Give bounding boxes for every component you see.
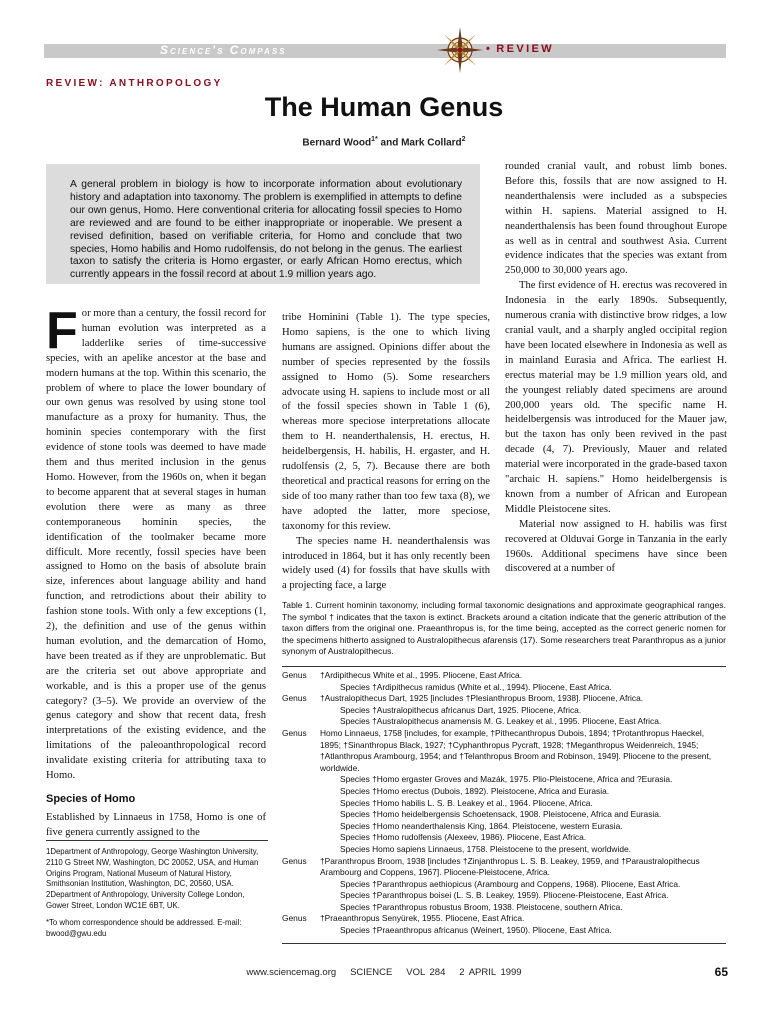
taxon-entry: Species †Paranthropus boisei (L. S. B. Leakey, 1959). Pliocene-Pleistocene, East Africa. [340,890,669,901]
review-label: REVIEW [496,43,555,55]
taxon-rank-label [282,890,320,902]
table-row [282,809,726,821]
page-number: 65 [714,965,728,979]
table-row [282,693,726,705]
col3-paragraph-1: rounded cranial vault, and robust limb bones. Before this, fossils that are now assigned to H. neanderthalensis were included as a subspecies within H. sapiens. Material assigned to H. neanderthalensis has been found throughout Europe as well as in central and southwest Asia. Current evidence indicates that the species was extant from 250,000 to 30,000 years ago. [505,161,727,277]
taxon-rank-label: Genus [282,913,307,924]
intro-paragraph: or more than a century, the fossil record for human evolution was interpreted as a ladderlike series of time-successive species, with an apelike ancestor at the base and modern humans at the top. Within this scenario, the problem of where to place the lower boundary of our own genus was resolved by using stone tool manufacture as a proxy for humanity. Thus, the hominin species contemporary with the first evidence of stone tools was deemed to have made them and thus merited inclusion in the genus Homo. However, from the 1960s on, when it began to become apparent that at several stages in human evolution there were as many as three contemporaneous hominin species, the identification of the toolmaker became more difficult. More recently, fossil species have been assigned to Homo on the basis of absolute brain size, inferences about language ability and hand function, and retrodictions about their ability to fashion stone tools. With only a few exceptions (1, 2), the definition and use of the genus within human evolution, and the demarcation of Homo, have been treated as if they are unproblematic. But are the criteria set out above appropriate and workable, and is this a proper use of the genus category? (3–5). We provide an overview of the genus category and show that recent data, fresh interpretations of the existing evidence, and the limitations of the paleoanthropological record invalidate existing criteria for attributing taxa to Homo. [46,308,266,782]
taxon-rank-label: Genus [282,693,307,704]
table-bottom-rule [282,943,726,944]
table-row [282,821,726,833]
author-2: Mark Collard [401,137,462,149]
subheading-species-of-homo: Species of Homo [46,793,136,805]
article-title: The Human Genus [264,92,504,122]
taxon-rank-label: Genus [282,855,307,866]
taxon-entry: †Praeanthropus Senyürek, 1955. Pliocene, East Africa. [320,913,525,924]
taxon-rank-label [282,844,320,856]
taxon-rank-label [282,925,320,937]
taxon-rank-label [282,832,320,844]
taxon-rank-label [282,682,320,694]
table-row [282,856,726,879]
taxon-entry: Homo Linnaeus, 1758 [includes, for example, †Pithecanthropus Dubois, 1894; †Protanthropus Haeckel, 1895; †Sinanthropus Black, 1927; †Cyphanthropus Pycraft, 1928; †Meganthropus Weidenreich, 1945; †Atlanthropus Arambourg, 1954; and †Telanthropus Broom and Robinson, 1949]. Pliocene to the present, worldwide. [320,727,712,773]
col2-paragraph-1: tribe Hominini (Table 1). The type species, Homo sapiens, is the one to which living humans are assigned. Opinions differ about the number of species represented by the fossils assigned to Homo (5). Some researchers advocate using H. sapiens to include most or all of the fossil species shown in Table 1 (6), whereas more speciose interpretations allocate them to H. neanderthalensis, H. erectus, H. heidelbergensis, H. habilis, H. ergaster, and H. rudolfensis (2, 5, 7). Because there are both theoretical and practical reasons for erring on the side of too many rather than too few taxa (8), we have adopted the latter, more speciose, taxonomy for this review. [282,312,490,532]
author-and: and [377,137,402,149]
table-row [282,682,726,694]
page-footer: www.sciencemag.org SCIENCE VOL 284 2 APRIL 1999 [246,967,522,978]
affiliation-note: 1Department of Anthropology, George Washington University, 2110 G Street NW, Washington, DC 20052, USA, and Human Origins Program, National Museum of Natural History, Smithsonian Institution, Washington, DC, 20560, USA. 2Department of Anthropology, University College London, Gower Street, London WC1E 6BT, UK. [46,847,259,910]
drop-cap: F [46,302,78,360]
author-line [0,136,768,148]
table-row [282,902,726,914]
table-row [282,913,726,925]
taxon-entry: †Ardipithecus White et al., 1995. Pliocene, East Africa. [320,670,523,680]
body-column-2 [282,311,490,594]
body-column-1 [46,302,266,841]
taxon-entry: Species †Ardipithecus ramidus (White et al., 1994). Pliocene, East Africa. [340,681,612,692]
footnotes [46,840,268,945]
table-row [282,728,726,774]
taxon-rank-label [282,716,320,728]
taxon-entry: Species Homo sapiens Linnaeus, 1758. Pleistocene to the present, worldwide. [340,843,631,854]
taxon-entry: Species †Australopithecus anamensis M. G. Leakey et al., 1995. Pliocene, East Africa. [340,716,662,727]
taxon-rank-label [282,774,320,786]
taxon-entry: Species †Paranthropus aethiopicus (Arambourg and Coppens, 1968). Pliocene, East Africa. [340,878,681,889]
table-row [282,925,726,937]
col3-paragraph-2: The first evidence of H. erectus was recovered in Indonesia in the early 1890s. Subsequently, numerous crania with distinctive brow ridges, a low cranial vault, and a sharply angled occipital region have been located elsewhere in Indonesia as well as in mainland Eurasia and Africa. The earliest H. erectus material may be 1.9 million years old, and the youngest reliably dated specimens are around 200,000 years old. The specific name H. heidelbergensis was introduced for the Mauer jaw, but the taxon has only been revived in the past decade (4, 7). Previously, Mauer and related material were incorporated in the grade-based taxon "archaic H. sapiens." Homo heidelbergensis is known from a number of African and European Middle Pleistocene sites. [505,280,727,515]
taxon-entry: Species †Homo neanderthalensis King, 1864. Pleistocene, western Eurasia. [340,820,623,831]
taxon-rank-label [282,902,320,914]
author-1-mark: 1* [371,136,378,143]
body-column-3 [505,160,727,577]
taxon-entry: Species †Australopithecus africanus Dart, 1925. Pliocene, Africa. [340,704,582,715]
taxon-rank-label [282,705,320,717]
taxon-entry: Species †Paranthropus robustus Broom, 1938. Pleistocene, southern Africa. [340,901,623,912]
taxon-entry: †Paranthropus Broom, 1938 [includes †Zinjanthropus L. S. B. Leakey, 1959, and †Paraustralopithecus Arambourg and Coppens, 1967]. Pliocene-Pleistocene, Africa. [320,855,700,878]
taxon-rank-label: Genus [282,727,307,738]
taxon-entry: Species †Homo erectus (Dubois, 1892). Pleistocene, Africa and Eurasia. [340,785,610,796]
compass-rose-icon [436,26,484,74]
taxon-entry: Species †Praeanthropus africanus (Weinert, 1950). Pliocene, East Africa. [340,925,612,936]
author-2-mark: 2 [461,136,466,143]
table-row [282,774,726,786]
taxon-rank-label [282,798,320,810]
species-paragraph: Established by Linnaeus in 1758, Homo is one of five genera currently assigned to the [46,811,266,838]
author-1: Bernard Wood [302,137,372,149]
taxon-rank-label [282,879,320,891]
taxon-rank-label [282,821,320,833]
table-row [282,670,726,682]
taxon-rank-label: Genus [282,670,307,680]
taxon-entry: Species †Homo rudolfensis (Alexeev, 1986). Pliocene, East Africa. [340,832,587,843]
taxon-entry: †Australopithecus Dart, 1925 [includes †Plesianthropus Broom, 1938]. Pliocene, Africa. [320,693,644,704]
col3-paragraph-3: Material now assigned to H. habilis was first recovered at Olduvai Gorge in Tanzania in the early 1960s. Additional specimens have since been discovered at a number of [505,518,727,575]
table-row [282,832,726,844]
table-row [282,890,726,902]
table-top-rule [282,666,726,667]
col2-paragraph-2: The species name H. neanderthalensis was introduced in 1864, but it has only recently been widely used (4) for fossils that have skulls with a projecting face, a large [282,535,490,592]
correspondence-note: *To whom correspondence should be addressed. E-mail: bwood@gwu.edu [46,917,242,938]
table-row [282,716,726,728]
bullet: • [486,43,493,55]
section-label: REVIEW: ANTHROPOLOGY [46,78,223,89]
taxonomy-table [282,670,726,937]
table-row [282,786,726,798]
journal-section-name: Science's Compass [160,43,287,57]
table-row [282,705,726,717]
review-tag [486,43,554,55]
taxon-rank-label [282,809,320,821]
taxon-entry: Species †Homo heidelbergensis Schoetensack, 1908. Pleistocene, Africa and Eurasia. [340,809,662,820]
abstract-box: A general problem in biology is how to incorporate information about evolutionary history and adaptation into taxonomy. The problem is exemplified in attempts to define our own genus, Homo. Here conventional criteria for allocating fossil species to Homo are reviewed and are found to be either inappropriate or inoperable. We present a revised definition, based on verifiable criteria, for Homo and conclude that two species, Homo habilis and Homo rudolfensis, do not belong in the genus. The earliest taxon to satisfy the criteria is Homo ergaster, or early African Homo erectus, which currently appears in the fossil record at about 1.9 million years ago. [46,164,480,284]
taxon-entry: Species †Homo habilis L. S. B. Leakey et al., 1964. Pliocene, Africa. [340,797,593,808]
table-row [282,798,726,810]
table-caption: Table 1. Current hominin taxonomy, including formal taxonomic designations and approximate geographical ranges. The symbol † indicates that the taxon is extinct. Brackets around a citation indicate that the generic attribution of the taxon differs from the original one. Praeanthropus is, for the time being, accepted as the correct generic nomen for the specimens hitherto assigned to Australopithecus afarensis (17). Some researchers treat Paranthropus as a junior synonym of Australopithecus. [282,600,726,657]
taxon-rank-label [282,786,320,798]
header-band [44,44,726,58]
table-row [282,879,726,891]
taxon-entry: Species †Homo ergaster Groves and Mazák, 1975. Plio-Pleistocene, Africa and ?Eurasia. [340,774,673,785]
table-row [282,844,726,856]
